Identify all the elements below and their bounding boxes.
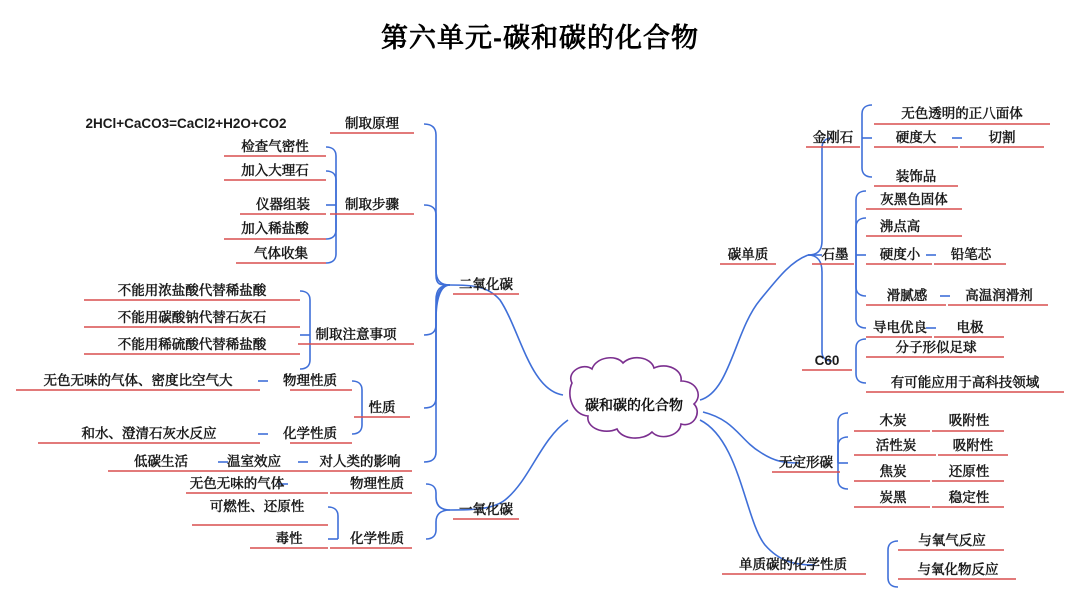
node-co2-impact-1: 温室效应 (227, 453, 281, 469)
node-co-chemical-1: 可燃性、还原性 (209, 498, 305, 514)
node-co2-step-4: 加入稀盐酸 (241, 220, 309, 236)
node-co: 一氧化碳 (459, 501, 513, 517)
node-graphite-item-4: 滑腻感 (886, 287, 928, 303)
node-amorphous-prop-3: 还原性 (948, 463, 990, 479)
page-title: 第六单元-碳和碳的化合物 (381, 23, 699, 53)
node-co2-chemical-value: 和水、澄清石灰水反应 (81, 425, 217, 441)
node-amorphous-prop-4: 稳定性 (948, 489, 990, 505)
center-node: 碳和碳的化合物 (585, 397, 683, 413)
node-diamond-item-3: 装饰品 (895, 168, 937, 184)
node-graphite-item-2: 沸点高 (879, 218, 921, 234)
node-co2: 二氧化碳 (459, 276, 513, 292)
node-graphite-item-5: 导电优良 (873, 319, 927, 335)
node-co2-physical-value: 无色无味的气体、密度比空气大 (43, 372, 233, 388)
node-amorphous-name-4: 炭黑 (879, 489, 907, 505)
node-graphite-item-1: 灰黑色固体 (880, 191, 948, 207)
node-co2-step-1: 检查气密性 (241, 138, 309, 154)
node-co-chemical-label: 化学性质 (350, 530, 404, 546)
node-graphite: 石墨 (821, 246, 849, 262)
node-co2-impact-0: 低碳生活 (134, 453, 188, 469)
node-amorphous-prop-2: 吸附性 (952, 437, 994, 453)
node-reaction-2: 与氧化物反应 (917, 561, 999, 577)
node-graphite-sub-3: 电极 (956, 319, 984, 335)
node-co2-step-3: 仪器组装 (256, 196, 310, 212)
node-reactions: 单质碳的化学性质 (739, 556, 847, 572)
node-graphite-sub-2: 高温润滑剂 (965, 287, 1033, 303)
node-c60-item-2: 有可能应用于高科技领域 (890, 374, 1040, 390)
node-co2-impact-label: 对人类的影响 (319, 453, 401, 469)
node-diamond: 金刚石 (812, 129, 854, 145)
node-co2-caution-2: 不能用碳酸钠代替石灰石 (117, 309, 267, 325)
node-c60: C60 (814, 352, 840, 368)
node-diamond-item-2: 硬度大 (895, 129, 937, 145)
node-co2-step-2: 加入大理石 (241, 162, 309, 178)
node-amorphous-prop-1: 吸附性 (948, 412, 990, 428)
node-co2-principle-value: 2HCl+CaCO3=CaCl2+H2O+CO2 (85, 115, 287, 131)
node-co2-steps-label: 制取步骤 (345, 196, 399, 212)
node-graphite-sub-1: 铅笔芯 (950, 246, 992, 262)
node-co2-caution-1: 不能用浓盐酸代替稀盐酸 (117, 282, 267, 298)
node-graphite-item-3: 硬度小 (879, 246, 921, 262)
node-co2-properties-label: 性质 (368, 399, 396, 415)
node-co2-step-5: 气体收集 (254, 245, 308, 261)
node-co2-physical-label: 物理性质 (283, 372, 337, 388)
node-co-physical-label: 物理性质 (350, 475, 404, 491)
node-co2-cautions-label: 制取注意事项 (315, 326, 397, 342)
node-carbon-simple: 碳单质 (727, 246, 769, 262)
node-diamond-item-1: 无色透明的正八面体 (901, 105, 1023, 121)
node-amorphous-name-2: 活性炭 (875, 437, 917, 453)
node-amorphous-name-1: 木炭 (879, 412, 907, 428)
node-co2-principle-label: 制取原理 (345, 115, 399, 131)
node-amorphous: 无定形碳 (779, 454, 833, 470)
node-amorphous-name-3: 焦炭 (879, 463, 907, 479)
node-co-physical-value: 无色无味的气体 (189, 475, 285, 491)
node-diamond-sub-1: 切割 (988, 129, 1016, 145)
node-reaction-1: 与氧气反应 (918, 532, 986, 548)
node-co2-chemical-label: 化学性质 (283, 425, 337, 441)
node-c60-item-1: 分子形似足球 (895, 339, 977, 355)
node-co-chemical-2: 毒性 (275, 530, 303, 546)
node-co2-caution-3: 不能用稀硫酸代替稀盐酸 (117, 336, 267, 352)
